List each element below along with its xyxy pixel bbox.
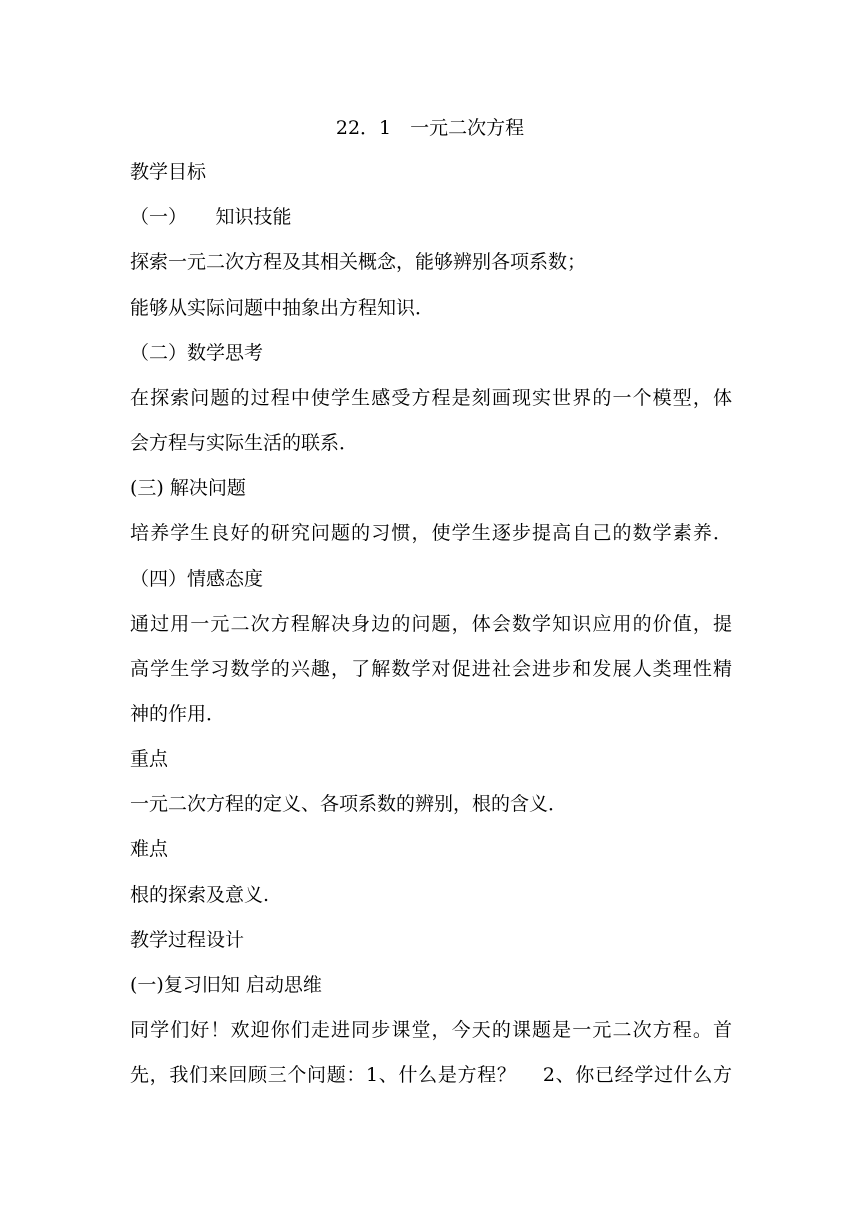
subheading-knowledge-skills: （一） 知识技能 [130,206,292,228]
paragraph-line: 一元二次方程的定义、各项系数的辨别，根的含义． [130,793,568,815]
subheading-emotional-attitude: （四）情感态度 [130,568,264,590]
paragraph-line: 通过用一元二次方程解决身边的问题，体会数学知识应用的价值，提 [130,613,732,635]
paragraph-line: 培养学生良好的研究问题的习惯，使学生逐步提高自己的数学素养． [130,522,732,544]
paragraph-line: 探索一元二次方程及其相关概念，能够辨别各项系数； [130,251,587,273]
paragraph-line: 能够从实际问题中抽象出方程知识． [130,297,435,319]
heading-teaching-goals: 教学目标 [130,161,207,183]
paragraph-line: 同学们好！欢迎你们走进同步课堂，今天的课题是一元二次方程。首 [130,1019,732,1041]
subheading-problem-solving: (三) 解决问题 [130,477,246,499]
paragraph-line: 在探索问题的过程中使学生感受方程是刻画现实世界的一个模型，体 [130,387,732,409]
paragraph-line: 高学生学习数学的兴趣，了解数学对促进社会进步和发展人类理性精 [130,658,732,680]
subheading-review: (一)复习旧知 启动思维 [130,974,322,996]
paragraph-line: 神的作用． [130,703,226,725]
heading-difficult-points: 难点 [130,838,169,860]
heading-key-points: 重点 [130,748,169,770]
document-title: 22．1 一元二次方程 [335,117,525,139]
subheading-math-thinking: （二）数学思考 [130,342,264,364]
paragraph-line: 会方程与实际生活的联系． [130,432,359,454]
heading-teaching-process: 教学过程设计 [130,929,245,951]
paragraph-line: 先，我们来回顾三个问题：1、什么是方程？ 2、你已经学过什么方 [130,1064,732,1086]
paragraph-line: 根的探索及意义. [130,884,270,906]
